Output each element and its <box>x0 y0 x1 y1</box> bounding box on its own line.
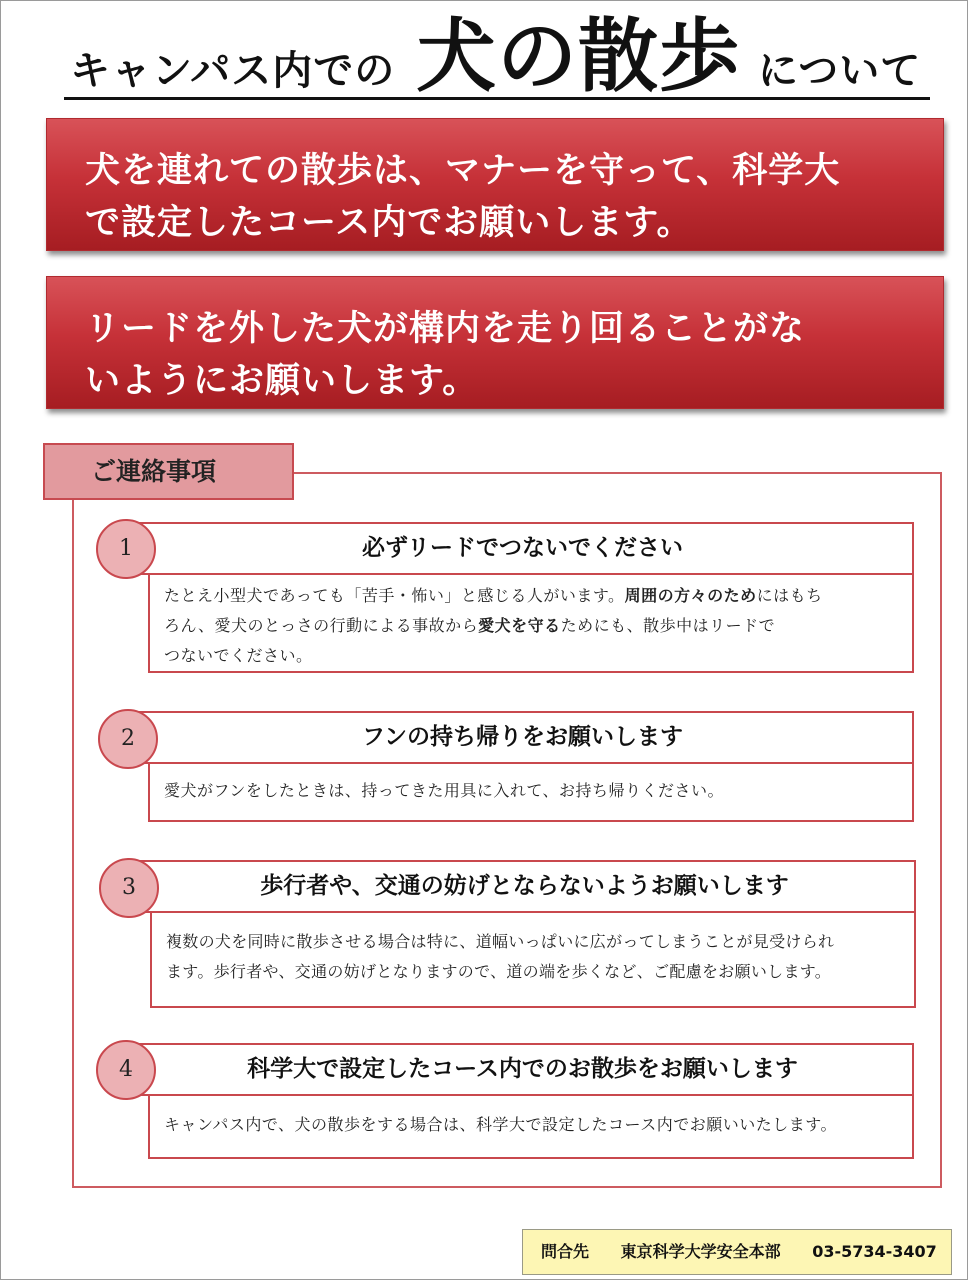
item-body-4 <box>148 1096 914 1159</box>
item-number-3: 3 <box>99 858 159 918</box>
item-body-line: キャンパス内で、犬の散歩をする場合は、科学大で設定したコース内でお願いいたします。 <box>164 1115 837 1134</box>
item-body-line <box>164 581 900 611</box>
banner-course-manners <box>46 118 944 251</box>
item-body-line: 複数の犬を同時に散歩させる場合は特に、道幅いっぱいに広がってしまうことが見受けられ <box>166 932 835 951</box>
notice-tab-label: ご連絡事項 <box>43 443 294 500</box>
item-body-line: ます。歩行者や、交通の妨げとなりますので、道の端を歩くなど、ご配慮をお願いします。 <box>166 962 832 981</box>
item-heading-4: 科学大で設定したコース内でのお散歩をお願いします <box>131 1043 914 1096</box>
body-text: にはもち <box>756 586 823 605</box>
body-emphasis: 周囲の方々のため <box>624 586 757 605</box>
item-heading-1: 必ずリードでつないでください <box>131 522 914 575</box>
title-main: 犬の散歩 <box>416 10 740 103</box>
contact-phone: 03-5734-3407 <box>812 1242 937 1261</box>
item-heading-2: フンの持ち帰りをお願いします <box>131 711 914 764</box>
contact-label: 問合先 <box>541 1242 590 1261</box>
banner-line: 犬を連れての散歩は、マナーを守って、科学大 <box>85 151 841 191</box>
item-body-1 <box>148 575 914 673</box>
body-emphasis: 愛犬を守る <box>478 616 561 635</box>
item-body-3 <box>150 913 916 1008</box>
page-title <box>64 8 930 103</box>
contact-info <box>522 1229 952 1275</box>
item-body-line: 愛犬がフンをしたときは、持ってきた用具に入れて、お持ち帰りください。 <box>164 781 725 800</box>
title-suffix: について <box>758 48 922 94</box>
item-body-2 <box>148 764 914 822</box>
item-body-line: つないでください。 <box>164 646 313 665</box>
body-text: ろん、愛犬のとっさの行動による事故から <box>164 616 479 635</box>
item-number-2: 2 <box>98 709 158 769</box>
item-number-1: 1 <box>96 519 156 579</box>
body-text: たとえ小型犬であっても「苦手・怖い」と感じる人がいます。 <box>164 586 625 605</box>
banner-line: いようにお願いします。 <box>85 361 479 401</box>
banner-line: リードを外した犬が構内を走り回ることがな <box>85 309 806 349</box>
body-text: ためにも、散歩中はリードで <box>560 616 776 635</box>
item-body-line <box>164 611 900 641</box>
item-number-4: 4 <box>96 1040 156 1100</box>
contact-office: 東京科学大学安全本部 <box>620 1242 781 1261</box>
title-prefix: キャンパス内での <box>70 48 396 94</box>
banner-leash-rule <box>46 276 944 409</box>
banner-line: で設定したコース内でお願いします。 <box>85 203 693 243</box>
item-heading-3: 歩行者や、交通の妨げとならないようお願いします <box>133 860 916 913</box>
